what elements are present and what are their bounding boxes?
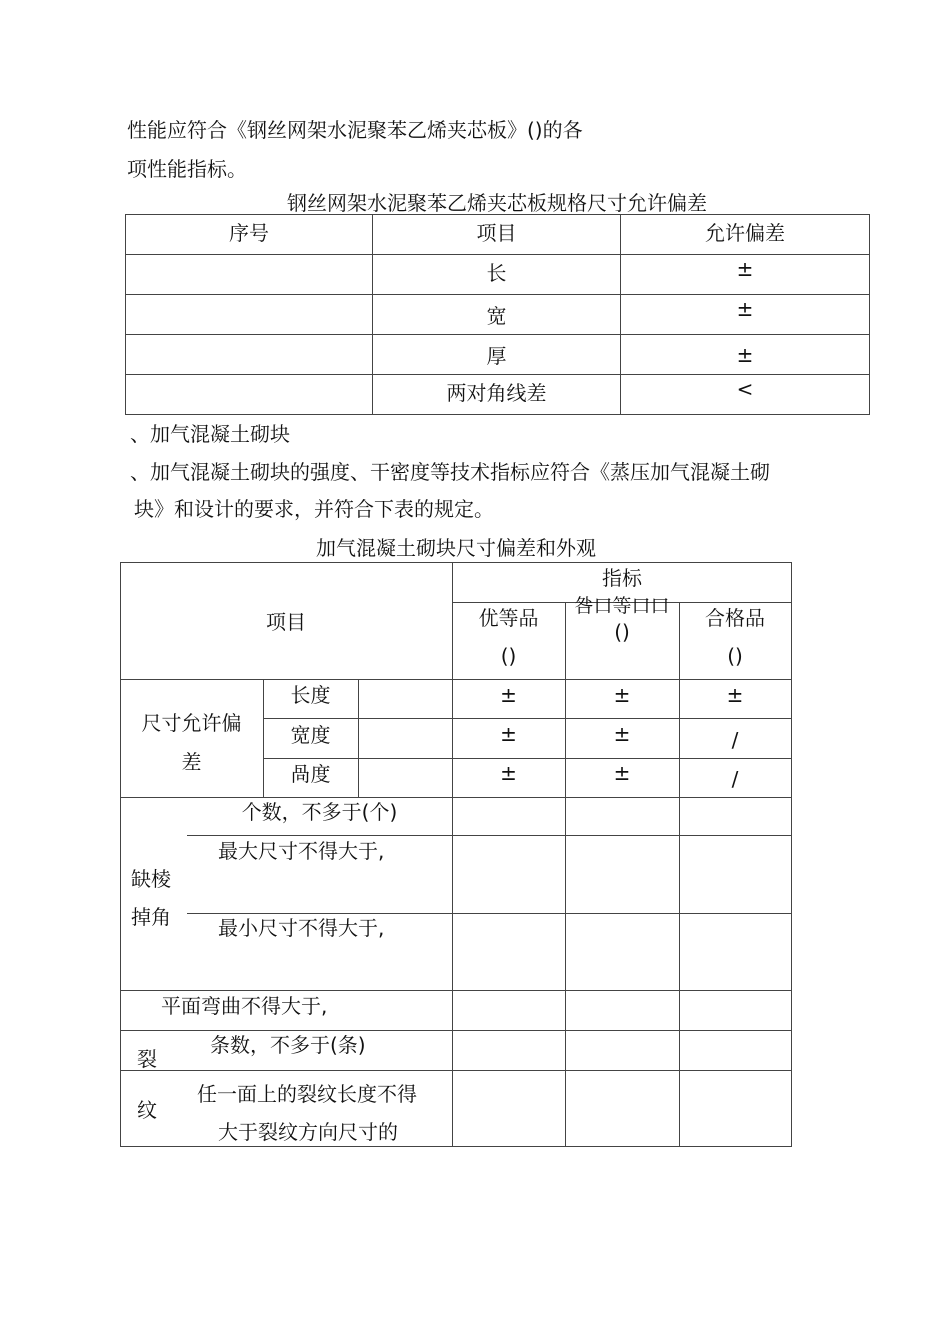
table-header-row <box>126 215 870 255</box>
size-value: ± <box>613 722 631 746</box>
grade-name: 优等品 <box>478 606 539 630</box>
grid-line <box>263 718 792 719</box>
grade-sub: () <box>500 644 517 668</box>
row-item: 宽 <box>373 295 621 335</box>
header-tolerance: 允许偏差 <box>621 215 870 255</box>
grid-line <box>791 562 792 1147</box>
size-value: / <box>731 767 739 791</box>
table2-caption: 加气混凝土砌块尺寸偏差和外观 <box>316 536 596 560</box>
chip-row-label: 个数，不多于(个) <box>241 800 398 824</box>
grid-line <box>120 562 792 563</box>
section-para-line-2: 块》和设计的要求，并符合下表的规定。 <box>134 497 494 521</box>
size-row-name: 宽度 <box>290 723 331 747</box>
row-no <box>126 375 373 415</box>
header-index: 指标 <box>602 566 642 590</box>
header-item: 项目 <box>266 610 306 634</box>
grid-line <box>120 797 792 798</box>
section-heading: 、加气混凝土砌块 <box>130 422 290 446</box>
grid-line <box>358 679 359 797</box>
row-item: 两对角线差 <box>373 375 621 415</box>
table-row <box>126 255 870 295</box>
grid-line <box>187 913 792 914</box>
bend-row-label: 平面弯曲不得大于, <box>161 994 328 1018</box>
grid-line <box>120 990 792 991</box>
grid-line <box>120 1070 792 1071</box>
grade-name: 咎口等口口 <box>574 595 670 617</box>
size-value: ± <box>726 683 744 707</box>
row-item: 长 <box>373 255 621 295</box>
size-group-label: 差 <box>181 750 202 774</box>
size-row-name: 咼度 <box>290 762 331 786</box>
row-item: 厚 <box>373 335 621 375</box>
row-tolerance: ± <box>621 335 870 375</box>
table1-caption: 钢丝网架水泥聚苯乙烯夹芯板规格尺寸允许偏差 <box>287 191 707 215</box>
table-row <box>126 335 870 375</box>
row-tolerance: < <box>621 375 870 415</box>
size-value: ± <box>613 761 631 785</box>
size-value: ± <box>500 761 517 785</box>
row-no <box>126 255 373 295</box>
grade-name: 合格品 <box>705 606 765 630</box>
grid-line <box>120 1146 792 1147</box>
grid-line <box>120 562 121 1147</box>
chip-row-label: 最小尺寸不得大于, <box>218 916 385 940</box>
intro-line-1: 性能应符合《钢丝网架水泥聚苯乙烯夹芯板》()的各 <box>127 118 583 142</box>
size-value: ± <box>500 722 517 746</box>
chip-group-label: 掉角 <box>131 905 171 929</box>
size-row-name: 长度 <box>290 683 331 707</box>
crack-group-label: 纹 <box>137 1098 157 1122</box>
grid-line <box>263 758 792 759</box>
grade-sub: () <box>727 644 743 668</box>
table-row <box>126 295 870 335</box>
table-row <box>126 375 870 415</box>
section-para-line-1: 、加气混凝土砌块的强度、干密度等技术指标应符合《蒸压加气混凝土砌 <box>130 460 770 484</box>
row-no <box>126 295 373 335</box>
crack-length-label: 任一面上的裂纹长度不得 <box>197 1082 417 1106</box>
crack-count-label: 条数，不多于(条) <box>210 1033 366 1057</box>
row-tolerance: ± <box>621 255 870 295</box>
crack-group-label: 裂 <box>137 1047 157 1071</box>
crack-length-label: 大于裂纹方向尺寸的 <box>218 1120 398 1144</box>
grade-sub: () <box>614 620 630 644</box>
chip-row-label: 最大尺寸不得大于, <box>218 839 385 863</box>
grid-line <box>120 1030 792 1031</box>
size-value: ± <box>613 683 631 707</box>
header-item: 项目 <box>373 215 621 255</box>
grid-line <box>120 679 792 680</box>
row-no <box>126 335 373 375</box>
panel-tolerance-table <box>125 214 870 415</box>
size-value: ± <box>500 683 517 707</box>
size-value: / <box>731 728 739 752</box>
row-tolerance: ± <box>621 295 870 335</box>
header-no: 序号 <box>126 215 373 255</box>
grid-line <box>187 835 792 836</box>
chip-group-label: 缺棱 <box>131 867 171 891</box>
size-group-label: 尺寸允许偏 <box>141 711 242 735</box>
intro-line-2: 项性能指标。 <box>127 157 247 181</box>
